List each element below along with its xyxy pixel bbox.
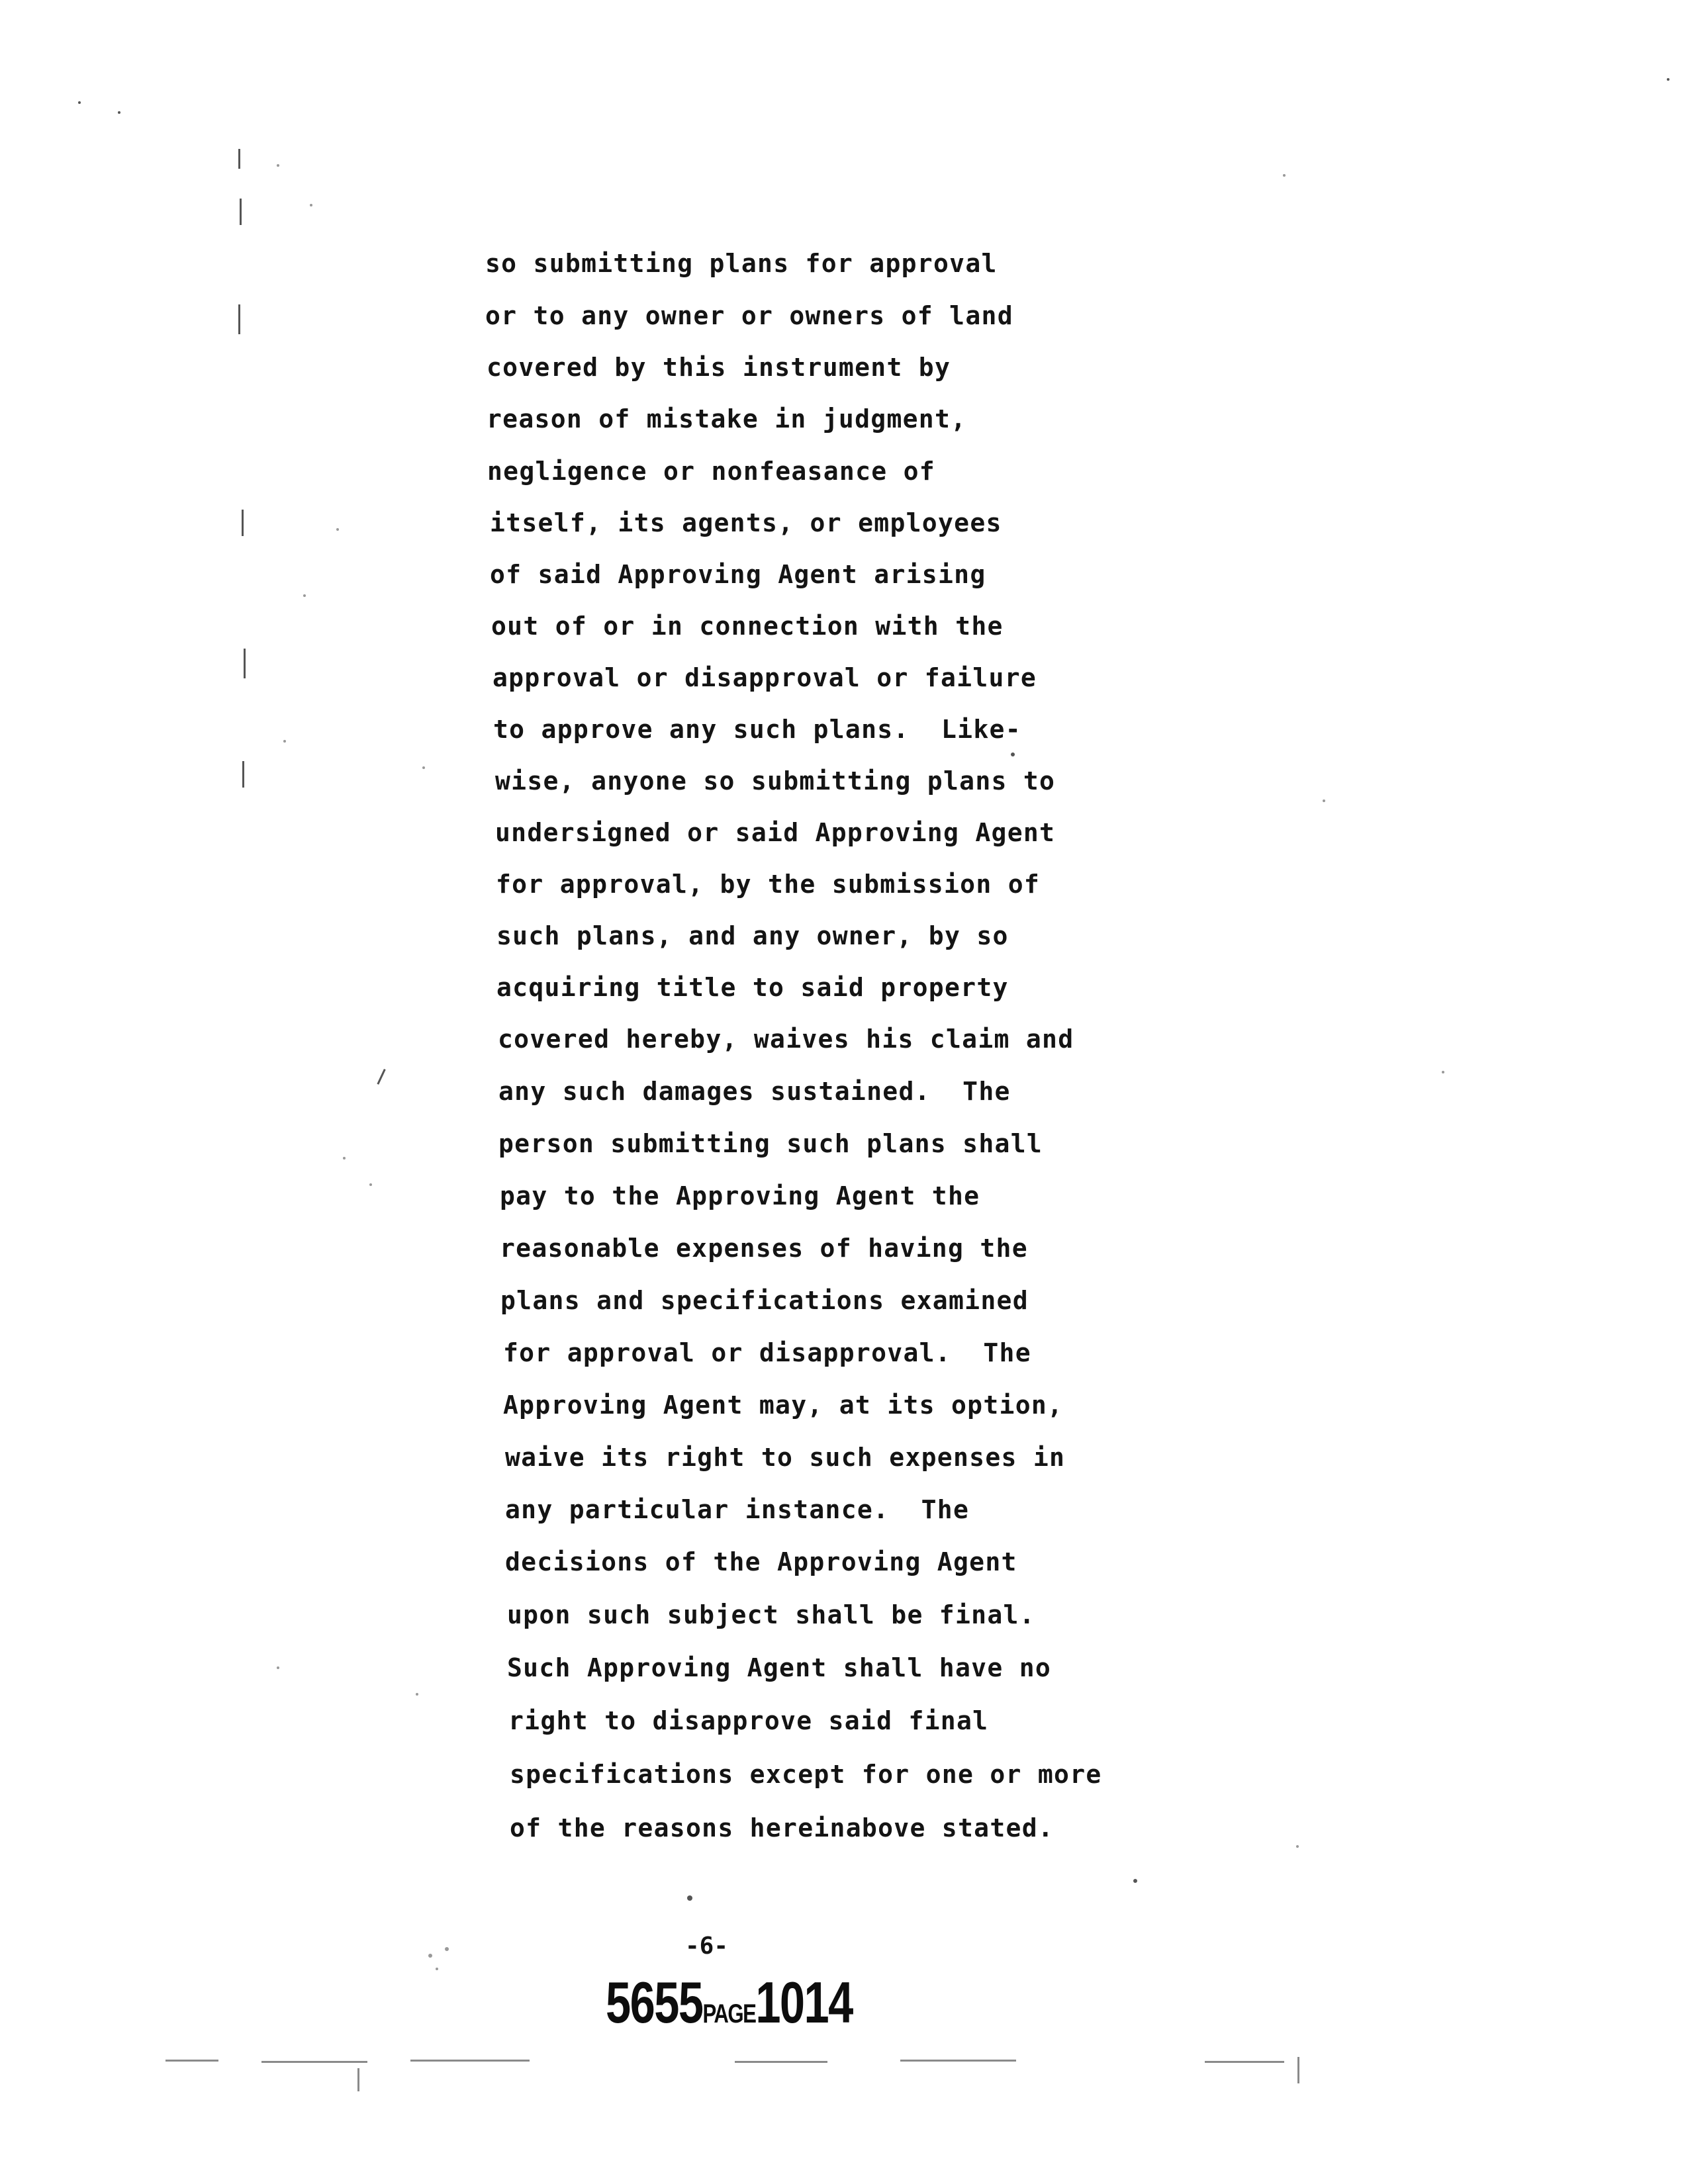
body-line: waive its right to such expenses in	[505, 1443, 1066, 1472]
body-line: out of or in connection with the	[491, 612, 1004, 641]
body-line: person submitting such plans shall	[498, 1129, 1043, 1158]
body-line: covered by this instrument by	[487, 353, 951, 382]
body-line: undersigned or said Approving Agent	[495, 818, 1056, 847]
body-line: upon such subject shall be final.	[507, 1600, 1035, 1629]
page-number: -6-	[685, 1933, 729, 1960]
body-line: acquiring title to said property	[496, 973, 1009, 1002]
body-line: of said Approving Agent arising	[490, 560, 986, 589]
body-line: pay to the Approving Agent the	[500, 1181, 980, 1210]
body-line: covered hereby, waives his claim and	[498, 1024, 1074, 1054]
body-line: or to any owner or owners of land	[485, 301, 1013, 330]
recording-page-label: PAGE	[702, 1999, 756, 2028]
body-line: of the reasons hereinabove stated.	[510, 1813, 1055, 1843]
recording-stamp	[606, 1969, 853, 2036]
body-line: for approval or disapproval. The	[503, 1338, 1031, 1367]
body-line: to approve any such plans. Like-	[493, 715, 1021, 744]
body-line: any such damages sustained. The	[498, 1077, 1011, 1106]
body-line: such plans, and any owner, by so	[496, 921, 1009, 950]
body-line: approval or disapproval or failure	[492, 663, 1037, 692]
body-line: plans and specifications examined	[500, 1286, 1029, 1315]
body-line: reason of mistake in judgment,	[487, 404, 967, 433]
body-line: Such Approving Agent shall have no	[507, 1653, 1052, 1682]
recording-page: 1014	[755, 1970, 853, 2035]
body-line: Approving Agent may, at its option,	[503, 1390, 1064, 1420]
body-line: negligence or nonfeasance of	[487, 457, 935, 486]
body-line: any particular instance. The	[505, 1495, 970, 1524]
body-line: decisions of the Approving Agent	[505, 1547, 1017, 1576]
body-line: right to disapprove said final	[508, 1706, 989, 1735]
body-line: so submitting plans for approval	[485, 249, 998, 278]
body-line: for approval, by the submission of	[496, 870, 1041, 899]
body-line: specifications except for one or more	[510, 1760, 1102, 1789]
body-line: wise, anyone so submitting plans to	[495, 766, 1056, 796]
body-line: reasonable expenses of having the	[500, 1234, 1028, 1263]
recording-book: 5655	[606, 1970, 703, 2035]
body-line: itself, its agents, or employees	[490, 508, 1002, 537]
